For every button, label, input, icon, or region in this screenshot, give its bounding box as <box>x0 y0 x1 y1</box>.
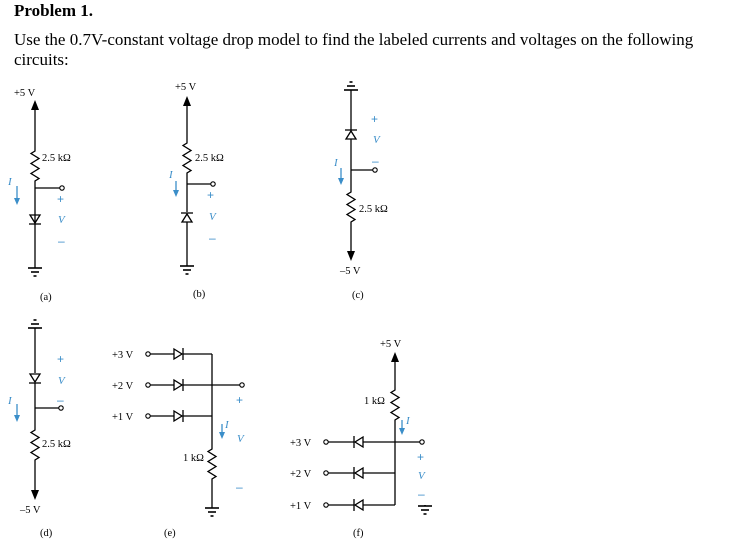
current-label: I <box>406 415 410 427</box>
voltage-minus: – <box>418 487 425 501</box>
source-label-1: +3 V <box>112 350 134 361</box>
diode-icon <box>182 214 192 222</box>
current-arrow-icon <box>14 415 20 422</box>
voltage-minus: – <box>58 234 65 248</box>
source-label-3: +1 V <box>112 412 134 423</box>
ground-icon <box>28 268 42 276</box>
source-label-3: +1 V <box>290 501 312 512</box>
ground-icon <box>418 505 432 514</box>
resistor-icon <box>391 387 399 422</box>
circuit-d <box>7 320 71 539</box>
caption: (f) <box>353 528 364 539</box>
output-terminal <box>373 168 377 172</box>
supply-arrow-icon <box>347 251 355 261</box>
output-terminal <box>60 186 64 190</box>
voltage-minus: – <box>57 393 64 407</box>
resistor-icon <box>208 446 216 481</box>
diode-icon <box>355 468 363 478</box>
diode-icon <box>174 411 182 421</box>
current-label: I <box>8 395 12 407</box>
voltage-label: V <box>209 211 216 223</box>
diode-icon <box>355 500 363 510</box>
source-terminal <box>324 440 328 444</box>
diode-icon <box>174 349 182 359</box>
output-terminal <box>420 440 424 444</box>
source-terminal <box>146 352 150 356</box>
resistor-icon <box>31 148 39 183</box>
caption: (c) <box>352 290 364 301</box>
current-arrow-icon <box>173 190 179 197</box>
voltage-label: V <box>58 375 65 387</box>
circuit-c <box>333 82 388 301</box>
supply-arrow-icon <box>31 490 39 500</box>
current-arrow-icon <box>14 198 20 205</box>
voltage-label: V <box>373 134 380 146</box>
current-arrow-icon <box>338 178 344 185</box>
resistor-label: 1 kΩ <box>364 396 385 407</box>
caption: (d) <box>40 528 53 539</box>
circuit-f <box>290 339 432 539</box>
voltage-plus: + <box>57 192 65 206</box>
resistor-label: 1 kΩ <box>183 453 204 464</box>
source-terminal <box>146 383 150 387</box>
supply-label: –5 V <box>340 266 361 277</box>
source-terminal <box>146 414 150 418</box>
voltage-plus: + <box>236 393 244 407</box>
current-label: I <box>334 157 338 169</box>
problem-title: Problem 1. <box>14 1 94 20</box>
voltage-minus: – <box>209 231 216 245</box>
voltage-plus: + <box>207 188 215 202</box>
resistor-label: 2.5 kΩ <box>42 439 71 450</box>
resistor-icon <box>347 189 355 224</box>
resistor-label: 2.5 kΩ <box>42 153 71 164</box>
voltage-plus: + <box>371 112 379 126</box>
circuit-a <box>7 88 71 303</box>
circuit-e <box>112 348 245 539</box>
current-label: I <box>8 176 12 188</box>
caption: (a) <box>40 292 52 303</box>
ground-icon <box>180 266 194 274</box>
output-terminal <box>211 182 215 186</box>
voltage-plus: + <box>57 352 65 366</box>
resistor-label: 2.5 kΩ <box>195 153 224 164</box>
supply-label: +5 V <box>175 82 197 93</box>
source-label-2: +2 V <box>112 381 134 392</box>
diode-icon <box>355 437 363 447</box>
supply-label: +5 V <box>380 339 402 350</box>
resistor-icon <box>31 427 39 462</box>
current-label: I <box>225 419 229 431</box>
source-terminal <box>324 503 328 507</box>
resistor-icon <box>183 140 191 175</box>
diode-icon <box>346 131 356 139</box>
problem-instructions: Use the 0.7V-constant voltage drop model to find the labeled currents and voltages on the following circuits: <box>14 30 694 69</box>
voltage-plus: + <box>417 450 425 464</box>
diode-icon <box>174 380 182 390</box>
voltage-label: V <box>237 433 244 445</box>
ground-icon <box>344 82 358 90</box>
supply-label: –5 V <box>20 505 41 516</box>
supply-label: +5 V <box>14 88 36 99</box>
circuit-b <box>168 82 224 300</box>
current-arrow-icon <box>219 432 225 439</box>
voltage-label: V <box>418 470 425 482</box>
current-label: I <box>169 169 173 181</box>
source-label-1: +3 V <box>290 438 312 449</box>
source-label-2: +2 V <box>290 469 312 480</box>
ground-icon <box>205 508 219 516</box>
diode-icon <box>30 374 40 382</box>
voltage-minus: – <box>372 154 379 168</box>
current-arrow-icon <box>399 428 405 435</box>
resistor-label: 2.5 kΩ <box>359 204 388 215</box>
voltage-minus: – <box>236 480 243 494</box>
caption: (b) <box>193 289 206 300</box>
ground-icon <box>28 320 42 328</box>
source-terminal <box>324 471 328 475</box>
output-terminal <box>240 383 244 387</box>
voltage-label: V <box>58 214 65 226</box>
caption: (e) <box>164 528 176 539</box>
